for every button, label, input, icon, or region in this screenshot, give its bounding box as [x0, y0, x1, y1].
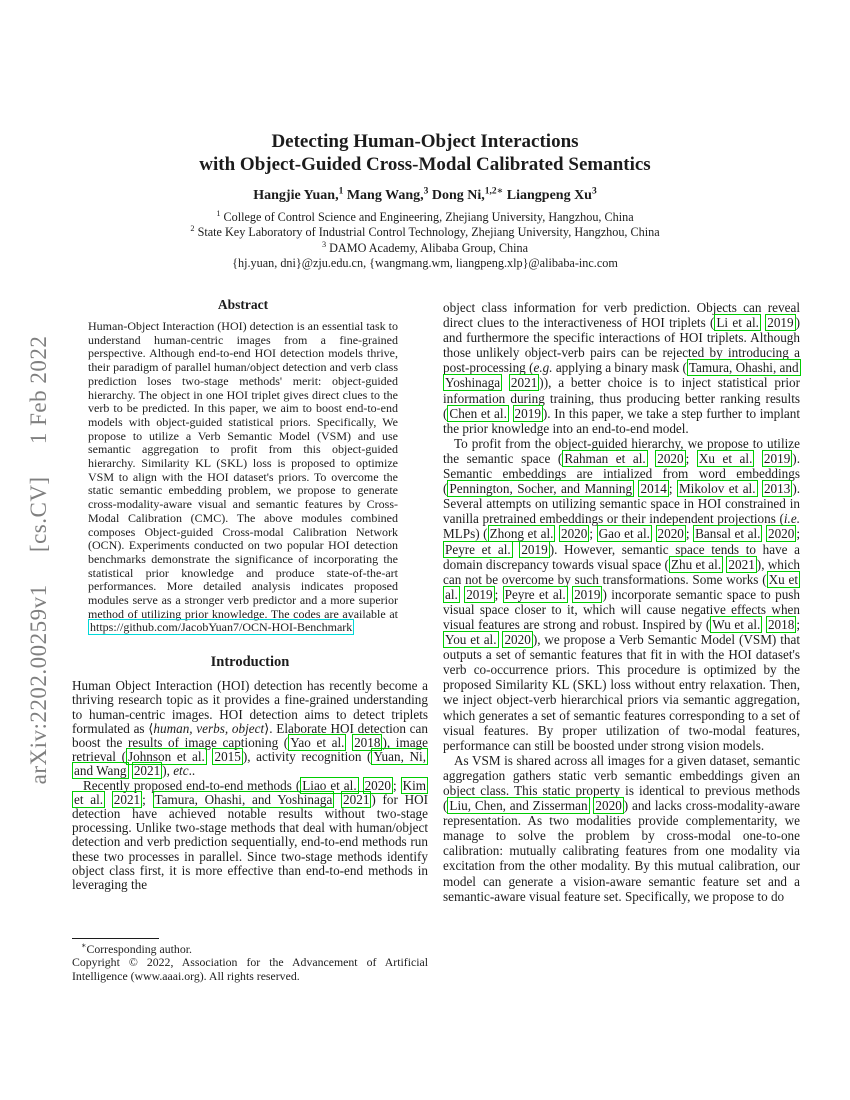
corresponding-author-note [72, 943, 428, 956]
text-run: ), which can not be overcome by such transformations. Some works ( [443, 556, 801, 587]
text-run: ; [796, 616, 800, 632]
citation-box[interactable]: 2019 [466, 586, 493, 602]
emails-line [61, 256, 789, 271]
citation-box[interactable]: 2018 [354, 734, 381, 750]
citation-box[interactable]: Johnson et al. [127, 749, 205, 765]
text-run: ). Several attempts on utilizing semantic space in HOI constrained in vanilla pretrained embeddings or their independent projections ( [443, 481, 801, 527]
footnote-block [72, 938, 428, 983]
text-run: ), image retrieval ( [72, 734, 428, 765]
text-run: ) incorporate semantic space to push visual space closer to it, which will cause negative effects when visual features are strong and robust. Inspired by ( [443, 586, 801, 632]
italic-text: human, verbs, object [153, 720, 265, 736]
text-run: Hangjie Yuan, [253, 188, 339, 203]
text-run: ) for HOI detection have achieved notable results without two-stage processing. Unlike two-stage methods that deal with human/object detection and verb prediction sequentially, end-to-end methods run these two processes in parallel. Since two-stage methods identify object class first, it is more effective than end-to-end methods in leveraging the [72, 791, 429, 893]
text-run: applying a binary mask ( [552, 360, 687, 376]
text-run: ) and lacks cross-modality-aware representation. As two modalities provide complementarity, we manage to solve the problem by cross-modal one-to-one calibration: mutually calibrating features from one modality via excitation from the other modality. By this mutual calibration, our model can generate a vision-aware semantic feature set and a semantic-aware visual feature set. Specifically, we propose to do [443, 798, 801, 904]
citation-box[interactable]: 2019 [574, 586, 601, 602]
citation-box[interactable]: Pennington, Socher, and Manning [449, 481, 633, 497]
citation-box[interactable]: Yuan, Ni, and Wang [74, 749, 426, 779]
italic-text: etc [173, 763, 189, 779]
footnote-rule [72, 938, 159, 939]
arxiv-watermark [26, 336, 52, 785]
affiliation-3 [61, 241, 789, 256]
text-run [105, 792, 112, 807]
citation-box[interactable]: Xu et al. [445, 571, 798, 602]
text-run: State Key Laboratory of Industrial Control Technology, Zhejiang University, Hangzhou, China [194, 225, 660, 240]
superscript: 2 [190, 224, 195, 234]
paper-title-line1: Detecting Human-Object Interactions [271, 131, 579, 152]
superscript: 3 [321, 239, 327, 249]
citation-box[interactable]: Bansal et al. [695, 526, 761, 542]
text-run: ) and furthermore the specific interactions of HOI triplets. Although those unlikely object-verb pairs can be rejected by introducing a post-processing ( [443, 315, 800, 376]
column2-paragraph-2 [443, 436, 800, 753]
text-run: ; [589, 526, 597, 542]
citation-box[interactable]: Zhong et al. [489, 526, 554, 542]
citation-box[interactable]: 2019 [521, 541, 548, 557]
citation-box[interactable]: 2021 [113, 791, 141, 807]
text-run: ; [494, 586, 503, 602]
text-run: ; [392, 777, 401, 793]
citation-box[interactable]: 2021 [133, 763, 161, 779]
right-column [443, 300, 800, 904]
citation-box[interactable]: Gao et al. [598, 526, 650, 542]
text-run [652, 526, 656, 541]
authors-line [61, 188, 789, 204]
paper-title [61, 131, 789, 176]
citation-box[interactable]: 2014 [640, 481, 667, 497]
citation-box[interactable]: Kim et al. [74, 777, 427, 807]
text-run: Human-Object Interaction (HOI) detection is an essential task to understand human-centric images from a fine-grained perspective. Although end-to-end HOI detection models thrive, their paradigm of parallel human/object detection and verb class prediction loses two-stage methods' merit: object-guided hierarchy. The object in one HOI triplet gives direct clues to the verb to be predicted. In this paper, we aim to boost end-to-end models with object-guided statistical priors. Specifically, We propose to utilize a Verb Semantic Model (VSM) and use semantic aggregation to profit from this object-guided hierarchy. Similarity KL (SKL) loss is proposed to optimize VSM to align with the HOI dataset's priors. To overcome the static semantic embedding problem, we propose to generate cross-modality-aware visual and semantic features by Cross-Modal Calibration (CMC). The above modules combined composes Object-guided Cross-modal Calibration Network (OCN). Experiments conducted on two popular HOI detection benchmarks demonstrate the significance of incorporating the statistical prior knowledge and produce state-of-the-art performances. More detailed analysis indicates proposed modules serve as a stronger verb predictor and a more superior method of utilizing prior knowledge. The codes are available at [88, 319, 398, 621]
text-run: To profit from the object-guided hierarchy, we propose to utilize the semantic space ( [443, 435, 800, 466]
citation-box[interactable]: Peyre et al. [445, 541, 511, 557]
text-run: ; [668, 481, 677, 497]
citation-box[interactable]: 2019 [514, 405, 541, 421]
text-run: ), we propose a Verb Semantic Model (VSM) that outputs a set of semantic features that fit in with the HOI dataset's verb co-occurrence priors. This procedure is optimized by the proposed Similarity KL (SKL) loss without entry relaxation. Then, we inject object-verb hierarchical priors via semantic aggregation, which generates a set of semantic features corresponding to a set of visual features. By proper utilization of two-modal features, performance can still be boosted under strong vision models. [443, 632, 800, 753]
superscript: ∗ [81, 941, 87, 951]
text-run: {hj.yuan, dni}@zju.edu.cn, {wangmang.wm, liangpeng.xlp}@alibaba-inc.com [232, 256, 618, 271]
text-run: ; [685, 526, 694, 542]
text-run: object class information for verb prediction. Objects can reveal direct clues to the interactiveness of HOI triplets ( [443, 300, 800, 331]
superscript: 1 [216, 208, 221, 218]
text-run: College of Control Science and Engineering, Zhejiang University, Hangzhou, China [220, 210, 634, 224]
text-run: ), activity recognition ( [242, 749, 372, 765]
text-run: ). However, semantic space tends to have a domain discrepancy towards visual space ( [443, 541, 801, 572]
text-run: .. [188, 763, 196, 779]
affiliation-1 [61, 210, 789, 225]
citation-box[interactable]: 2020 [560, 526, 588, 542]
intro-paragraph-2 [72, 779, 428, 893]
citation-box[interactable]: 2021 [343, 791, 370, 807]
citation-box[interactable]: 2020 [657, 450, 684, 466]
left-column [72, 297, 428, 892]
citation-box[interactable]: 2020 [595, 798, 622, 814]
citation-box[interactable]: Peyre et al. [504, 586, 566, 602]
citation-box[interactable]: Chen et al. [449, 405, 507, 421]
text-run: MLPs) ( [443, 526, 488, 542]
text-run: ; [796, 526, 801, 542]
citation-box[interactable]: 2018 [767, 616, 795, 632]
citation-box[interactable]: 2020 [767, 526, 795, 542]
citation-box[interactable]: Tamura, Ohashi, and Yoshinaga [445, 360, 799, 391]
text-run: As VSM is shared across all images for a given dataset, semantic aggregation gathers static verb semantic embeddings given an object class. This static property is identical to previous methods ( [443, 752, 800, 814]
citation-box[interactable]: Liao et al. [302, 777, 357, 793]
text-run: ). Semantic embeddings are intialized from word embeddings ( [443, 450, 800, 497]
citation-box[interactable]: Rahman et al. [564, 450, 646, 466]
watermark-date: 1 Feb 2022 [26, 335, 51, 445]
watermark-category: [cs.CV] [26, 476, 51, 553]
citation-box[interactable]: 2020 [364, 777, 391, 793]
citation-box[interactable]: You et al. [445, 632, 497, 648]
paper-title-line2: with Object-Guided Cross-Modal Calibrated Semantics [199, 153, 651, 175]
citation-box[interactable]: 2019 [763, 450, 791, 466]
text-run: ; [142, 791, 153, 807]
text-run: Human Object Interaction (HOI) detection has recently become a thriving research topic as it provides a fine-grained understanding to human-centric images. HOI detection aims to detect triplets formulated as ⟨ [72, 678, 428, 736]
superscript: 3 [591, 186, 597, 197]
text-run: ), [162, 763, 174, 779]
italic-text: e.g. [533, 360, 553, 376]
citation-box[interactable]: Li et al. [716, 315, 759, 331]
citation-box[interactable]: Tamura, Ohashi, and Yoshinaga [154, 791, 333, 807]
citation-box[interactable]: 2021 [728, 556, 755, 572]
text-run: ⟩. Elaborate HOI detection can boost the results of image captioning ( [72, 720, 428, 750]
text-run: )), a better choice is to inject statistical prior information during training, thus producing better ranking results ( [443, 375, 801, 421]
text-run: Liangpeng Xu [503, 188, 592, 203]
text-run: ; [685, 450, 697, 466]
citation-box[interactable]: 2019 [767, 315, 794, 331]
text-run [502, 375, 509, 390]
text-run [754, 451, 762, 466]
citation-box[interactable]: 2020 [657, 526, 684, 542]
introduction-heading: Introduction [210, 654, 290, 671]
superscript: 3 [423, 186, 429, 197]
text-run: Corresponding author. [86, 942, 192, 956]
copyright-notice: Copyright © 2022, Association for the Advancement of Artificial Intelligence (www.aaai.org). All rights reserved. [72, 955, 428, 983]
citation-box[interactable]: Liu, Chen, and Zisserman [449, 798, 588, 814]
text-run [509, 406, 513, 421]
citation-box[interactable]: 2015 [214, 749, 241, 765]
column2-paragraph-1 [443, 300, 800, 436]
citation-box[interactable]: 2013 [763, 481, 791, 497]
citation-box[interactable]: 2020 [504, 632, 531, 648]
text-run: Dong Ni, [428, 188, 485, 203]
citation-box[interactable]: Yao et al. [290, 734, 345, 750]
affiliation-2 [61, 225, 789, 240]
citation-box[interactable]: 2021 [510, 375, 538, 391]
column2-paragraph-3 [443, 753, 800, 904]
text-run: Mang Wang, [343, 188, 424, 203]
superscript: 1 [338, 186, 344, 197]
italic-text: i.e. [783, 511, 800, 527]
text-run: DAMO Academy, Alibaba Group, China [326, 240, 529, 255]
citation-box[interactable]: Zhu et al. [670, 556, 722, 572]
affiliations-block [61, 210, 789, 272]
citation-box[interactable]: Mikolov et al. [678, 481, 756, 497]
citation-box[interactable]: Xu et al. [698, 450, 753, 466]
intro-paragraph-1 [72, 679, 428, 778]
abstract-heading: Abstract [217, 297, 269, 312]
superscript: 1,2∗ [484, 186, 504, 197]
citation-box[interactable]: Wu et al. [712, 616, 761, 632]
text-run: ). In this paper, we take a step further to implant the prior knowledge into an end-to-end model. [443, 405, 801, 436]
watermark-arxiv-id: arXiv:2202.00259v1 [26, 584, 51, 785]
repo-url-link[interactable]: https://github.com/JacobYuan7/OCN-HOI-Benchmark [90, 620, 353, 635]
text-run: Recently proposed end-to-end methods ( [83, 777, 301, 793]
abstract-text [88, 320, 398, 635]
